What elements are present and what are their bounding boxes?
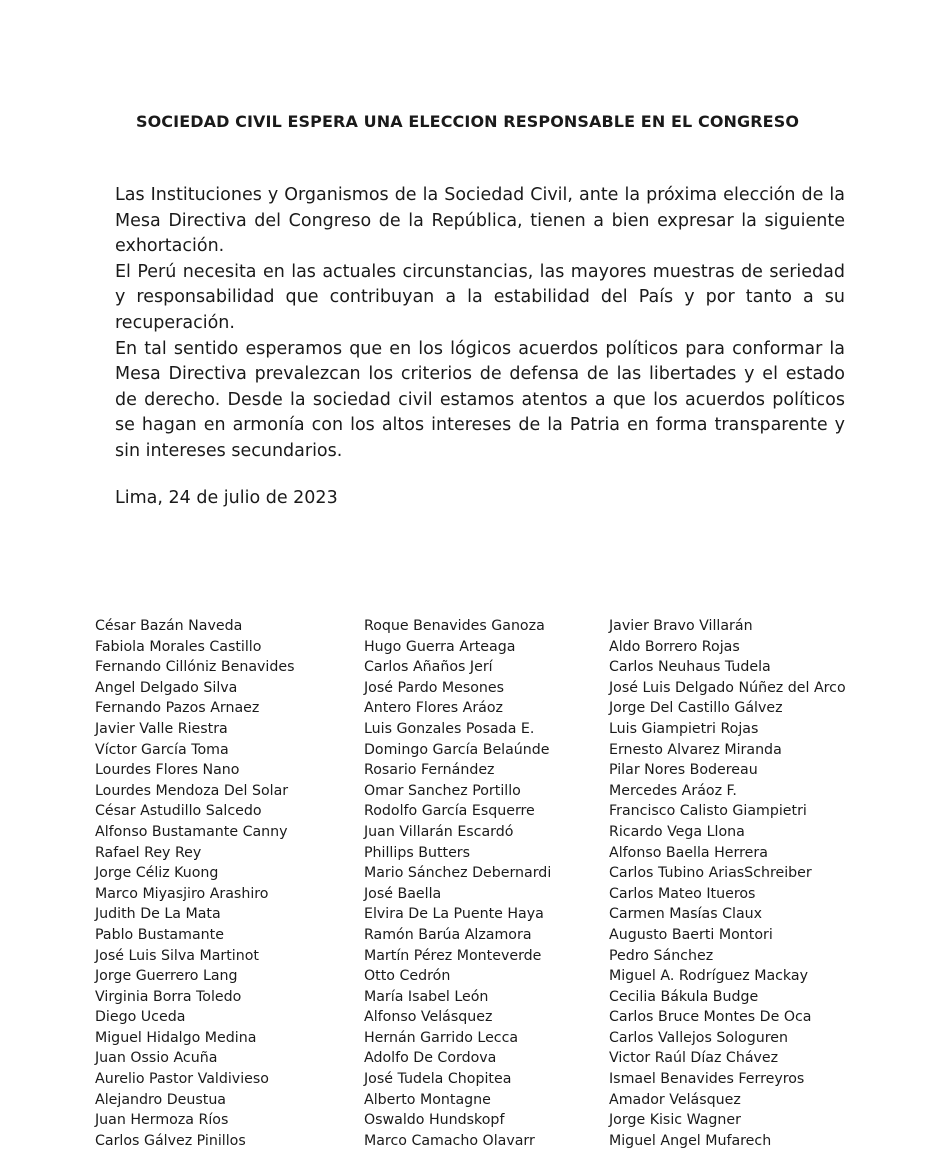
- signatory-name: Jorge Céliz Kuong: [95, 865, 219, 882]
- signatory-name: Javier Bravo Villarán: [609, 618, 753, 634]
- signatory-name: Aldo Borrero Rojas: [609, 638, 740, 655]
- signatory-name: Francisco Calisto Giampietri: [609, 803, 807, 820]
- signatory-name: Oswaldo Hundskopf: [364, 1112, 505, 1129]
- signatory-name: Cecilia Bákula Budge: [609, 988, 759, 1005]
- signatory-name: Luis Giampietri Rojas: [609, 720, 759, 737]
- signatory-name: Diego Uceda: [95, 1009, 186, 1026]
- signatory-name: Otto Cedrón: [364, 968, 451, 985]
- signatory-name: María Isabel León: [364, 988, 489, 1005]
- signatory-name: Phillips Butters: [364, 844, 471, 861]
- signatory-name: Ricardo Vega Llona: [609, 823, 745, 840]
- signatory-name: Fernando Cillóniz Benavides: [95, 659, 295, 676]
- document-title: SOCIEDAD CIVIL ESPERA UNA ELECCION RESPONSABLE EN EL CONGRESO: [135, 112, 800, 131]
- signatory-name: Omar Sanchez Portillo: [364, 782, 521, 799]
- signatory-name: Víctor García Toma: [95, 741, 229, 758]
- signatory-name: José Luis Silva Martinot: [95, 947, 259, 964]
- signatory-name: Fernando Pazos Arnaez: [95, 700, 260, 717]
- signatory-name: Pablo Bustamante: [95, 926, 224, 943]
- signatory-name: Fabiola Morales Castillo: [95, 638, 262, 655]
- signatory-name: Antero Flores Aráoz: [364, 700, 503, 717]
- signatory-name: Jorge Kisic Wagner: [609, 1112, 741, 1129]
- signatory-name: Pilar Nores Bodereau: [609, 762, 758, 779]
- signatory-name: Carlos Bruce Montes De Oca: [609, 1009, 812, 1026]
- signatory-name: Miguel Angel Mufarech: [609, 1132, 772, 1149]
- signatory-name: Augusto Baerti Montori: [609, 926, 773, 943]
- signatory-name: Jorge Del Castillo Gálvez: [609, 700, 783, 717]
- signatory-name: Alfonso Baella Herrera: [609, 844, 768, 861]
- signatory-name: Carlos Vallejos Sologuren: [609, 1029, 788, 1046]
- signatory-name: Angel Delgado Silva: [95, 679, 238, 696]
- signatories-column-2: [364, 616, 551, 1151]
- signatory-name: Carlos Tubino AriasSchreiber: [609, 865, 812, 882]
- signatory-name: Juan Villarán Escardó: [364, 823, 514, 840]
- signatory-name: Juan Ossio Acuña: [95, 1050, 218, 1067]
- signatory-name: Mario Sánchez Debernardi: [364, 865, 552, 882]
- signatory-name: Roque Benavides Ganoza: [364, 618, 545, 634]
- signatory-name: Victor Raúl Díaz Chávez: [609, 1050, 779, 1067]
- signatory-name: Adolfo De Cordova: [364, 1050, 497, 1067]
- signatory-name: César Astudillo Salcedo: [95, 803, 262, 820]
- signatory-name: Lourdes Flores Nano: [95, 762, 240, 779]
- signatory-name: José Luis Delgado Núñez del Arco: [609, 679, 846, 696]
- signatories-column-3: [609, 616, 846, 1151]
- signatory-name: Javier Valle Riestra: [95, 720, 228, 737]
- signatory-name: Pedro Sánchez: [609, 947, 714, 964]
- signatory-name: Carlos Neuhaus Tudela: [609, 659, 771, 676]
- signatory-name: Martín Pérez Monteverde: [364, 947, 542, 964]
- signatory-name: Rosario Fernández: [364, 762, 495, 779]
- signatory-name: Carlos Añaños Jerí: [364, 659, 493, 676]
- signatory-name: Carmen Masías Claux: [609, 906, 763, 923]
- signatory-name: José Baella: [364, 885, 442, 902]
- signatory-name: Marco Camacho Olavarr: [364, 1132, 535, 1149]
- signatory-name: Miguel A. Rodríguez Mackay: [609, 968, 808, 985]
- signatory-name: Alberto Montagne: [364, 1091, 491, 1108]
- paragraph: El Perú necesita en las actuales circunstancias, las mayores muestras de seriedad y responsabilidad que contribuyan a la estabilidad del País y por tanto a su recuperación.: [115, 261, 845, 333]
- signatory-name: Aurelio Pastor Valdivieso: [95, 1071, 269, 1088]
- signatory-name: Rodolfo García Esquerre: [364, 803, 535, 820]
- signatory-name: Alfonso Bustamante Canny: [95, 823, 288, 840]
- signatory-name: José Pardo Mesones: [364, 679, 505, 696]
- paragraph: En tal sentido esperamos que en los lógicos acuerdos políticos para conformar la Mesa Directiva prevalezcan los criterios de defensa de las libertades y el estado de derecho. Desde la sociedad civil estamos atentos a que los acuerdos políticos se hagan en armonía con los altos intereses de la Patria en forma transparente y sin intereses secundarios.: [115, 338, 845, 461]
- signatory-name: José Tudela Chopitea: [364, 1071, 512, 1088]
- signatory-name: Mercedes Aráoz F.: [609, 782, 737, 799]
- statement-body: [115, 183, 845, 465]
- paragraph: Las Instituciones y Organismos de la Sociedad Civil, ante la próxima elección de la Mesa Directiva del Congreso de la República, tienen a bien expresar la siguiente exhortación.: [115, 185, 845, 257]
- document-date: Lima, 24 de julio de 2023: [115, 488, 338, 508]
- signatory-name: Domingo García Belaúnde: [364, 741, 550, 758]
- signatory-name: Alfonso Velásquez: [364, 1009, 493, 1026]
- signatory-name: Ismael Benavides Ferreyros: [609, 1071, 805, 1088]
- signatory-name: Luis Gonzales Posada E.: [364, 720, 535, 737]
- signatory-name: Virginia Borra Toledo: [95, 988, 242, 1005]
- signatory-name: Marco Miyasjiro Arashiro: [95, 885, 269, 902]
- signatory-name: Rafael Rey Rey: [95, 844, 202, 861]
- signatory-name: Elvira De La Puente Haya: [364, 906, 544, 923]
- signatory-name: Miguel Hidalgo Medina: [95, 1029, 257, 1046]
- signatory-name: Alejandro Deustua: [95, 1091, 227, 1108]
- signatory-name: Juan Hermoza Ríos: [95, 1112, 229, 1129]
- signatory-name: Ernesto Alvarez Miranda: [609, 741, 782, 758]
- signatory-name: Hernán Garrido Lecca: [364, 1029, 519, 1046]
- signatory-name: Hugo Guerra Arteaga: [364, 638, 516, 655]
- signatory-name: Jorge Guerrero Lang: [95, 968, 238, 985]
- signatory-name: Judith De La Mata: [95, 906, 221, 923]
- signatories-column-1: [95, 616, 294, 1151]
- signatory-name: César Bazán Naveda: [95, 618, 243, 634]
- signatory-name: Carlos Gálvez Pinillos: [95, 1132, 246, 1149]
- signatory-name: Ramón Barúa Alzamora: [364, 926, 532, 943]
- signatory-name: Amador Velásquez: [609, 1091, 741, 1108]
- signatory-name: Lourdes Mendoza Del Solar: [95, 782, 289, 799]
- signatory-name: Carlos Mateo Itueros: [609, 885, 756, 902]
